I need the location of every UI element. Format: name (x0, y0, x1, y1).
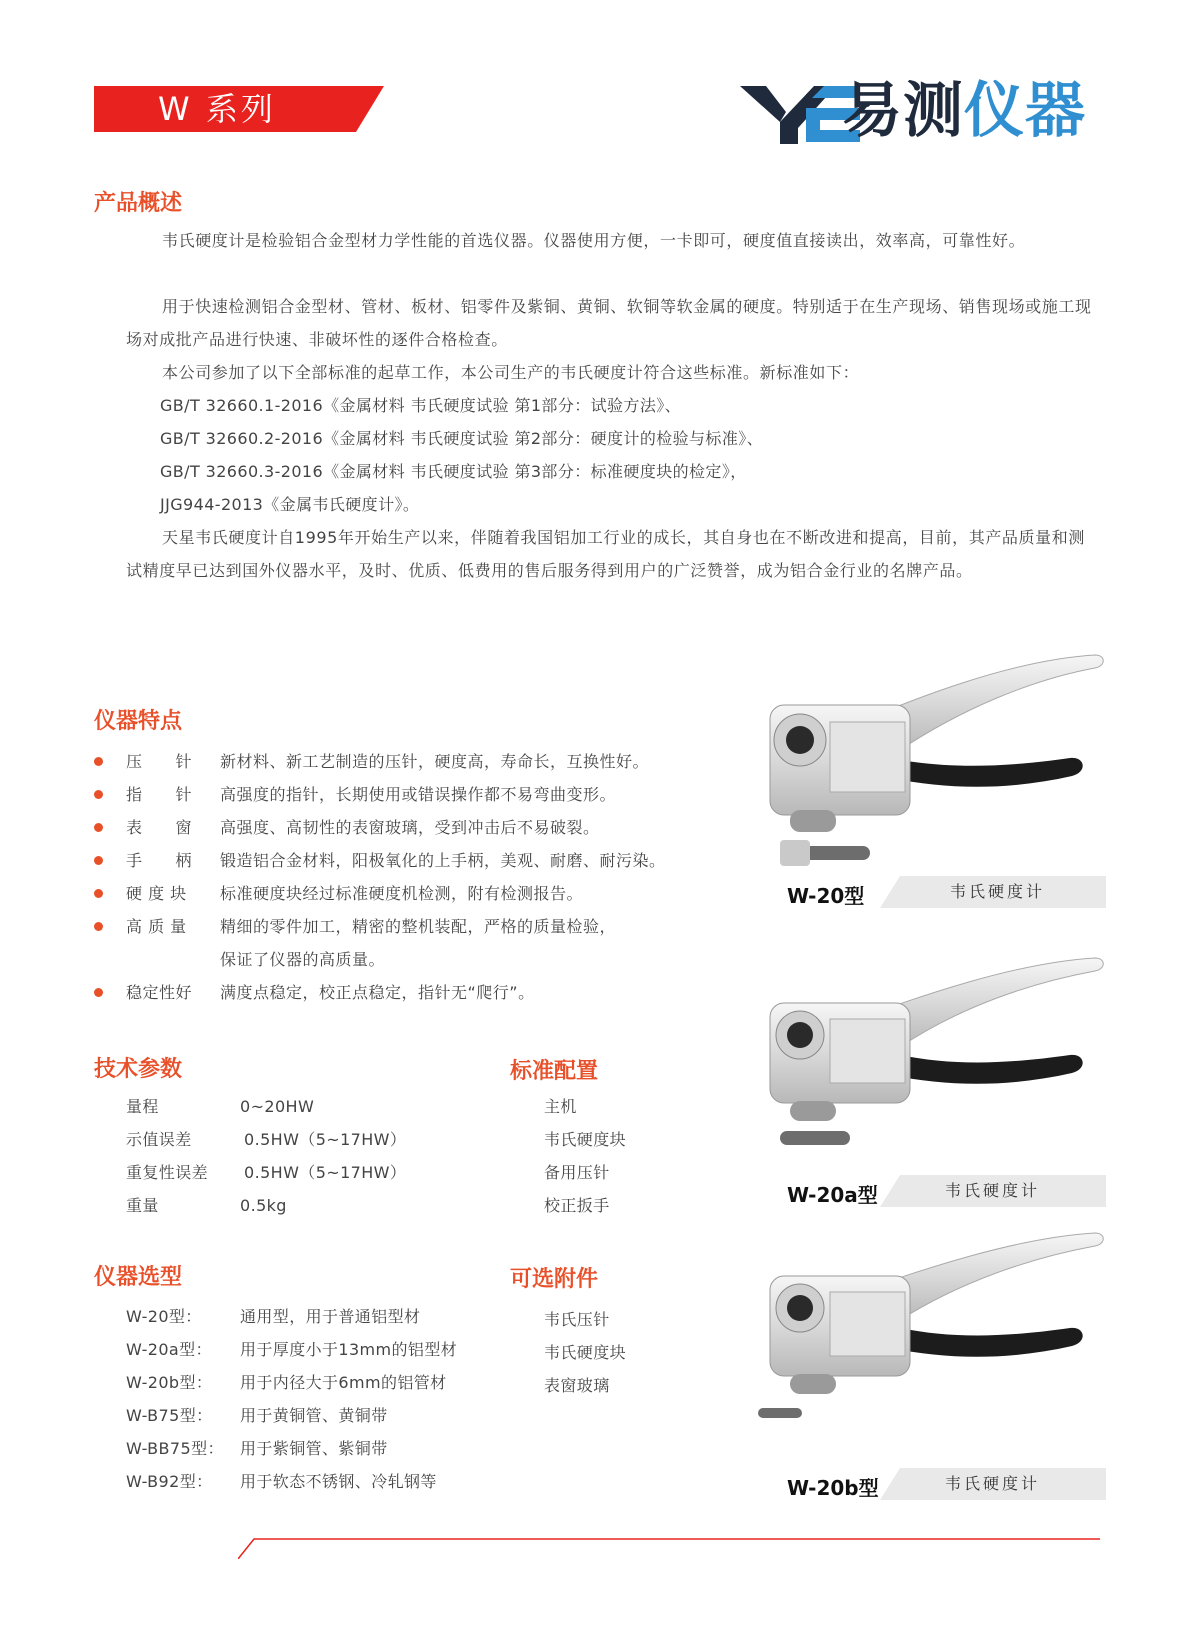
tech-title: 技术参数 (94, 1057, 183, 1082)
hardness-tester-w20b-image (750, 1230, 1110, 1440)
hardness-tester-w20a-image (750, 955, 1110, 1170)
hardness-tester-w20-image (750, 650, 1110, 890)
bullet-icon (94, 856, 103, 865)
model-key: W-20型： (126, 1307, 202, 1326)
bullet-icon (94, 922, 103, 931)
standard-config-title: 标准配置 (510, 1059, 599, 1084)
tech-value: 0~20HW (240, 1097, 315, 1116)
tech-key: 示值误差 (126, 1130, 192, 1149)
brand-logo-text (842, 78, 1086, 144)
standard-line: GB/T 32660.1-2016《金属材料 韦氏硬度试验 第1部分：试验方法》、 (160, 396, 682, 415)
product-model-label: W-20型 (787, 884, 865, 908)
config-item: 校正扳手 (544, 1196, 610, 1215)
config-item: 主机 (544, 1097, 577, 1116)
overview-paragraph-4: 天星韦氏硬度计自1995年开始生产以来，伴随着我国铝加工行业的成长，其自身也在不断改进和提高，目前，其产品质量和测试精度早已达到国外仪器水平，及时、优质、低费用的售后服务得到用户的广泛赞誉，成为铝合金行业的名牌产品。 (126, 528, 1085, 580)
tech-value: 0.5HW（5~17HW） (244, 1163, 407, 1182)
accessories-title: 可选附件 (510, 1267, 599, 1292)
product-model-label: W-20a型 (787, 1183, 878, 1207)
config-item: 备用压针 (544, 1163, 610, 1182)
tech-value: 0.5kg (240, 1196, 287, 1215)
tech-key: 重复性误差 (126, 1163, 209, 1182)
model-key: W-BB75型： (126, 1439, 224, 1458)
bullet-icon (94, 790, 103, 799)
logo-text-b: 仪器 (964, 76, 1086, 146)
config-item: 韦氏硬度块 (544, 1130, 627, 1149)
model-key: W-20a型： (126, 1340, 212, 1359)
model-value: 用于黄铜管、黄铜带 (240, 1406, 388, 1425)
model-value: 用于厚度小于13mm的铝型材 (240, 1340, 458, 1359)
bullet-icon (94, 988, 103, 997)
bullet-icon (94, 823, 103, 832)
tech-value: 0.5HW（5~17HW） (244, 1130, 407, 1149)
bullet-icon (94, 889, 103, 898)
accessory-item: 韦氏压针 (544, 1310, 610, 1329)
footer-divider (238, 1537, 1100, 1559)
model-value: 用于内径大于6mm的铝管材 (240, 1373, 447, 1392)
overview-paragraph-1: 韦氏硬度计是检验铝合金型材力学性能的首选仪器。仪器使用方便，一卡即可，硬度值直接读出，效率高，可靠性好。 (162, 231, 1026, 250)
product-name-label: 韦氏硬度计 (945, 1181, 1041, 1200)
models-title: 仪器选型 (94, 1265, 183, 1290)
model-value: 用于软态不锈钢、冷轧钢等 (240, 1472, 437, 1491)
model-key: W-B75型： (126, 1406, 213, 1425)
model-value: 通用型，用于普通铝型材 (240, 1307, 421, 1326)
logo-text-a: 易测 (842, 76, 964, 146)
overview-paragraph-2: 用于快速检测铝合金型材、管材、板材、铝零件及紫铜、黄铜、软铜等软金属的硬度。特别适于在生产现场、销售现场或施工现场对成批产品进行快速、非破坏性的逐件合格检查。 (126, 297, 1092, 349)
standard-line: GB/T 32660.2-2016《金属材料 韦氏硬度试验 第2部分：硬度计的检验与标准》、 (160, 429, 764, 448)
product-model-label: W-20b型 (787, 1476, 879, 1500)
features-title: 仪器特点 (94, 709, 183, 734)
product-name-label: 韦氏硬度计 (945, 1474, 1041, 1493)
accessory-item: 韦氏硬度块 (544, 1343, 627, 1362)
bullet-icon (94, 757, 103, 766)
product-name-label: 韦氏硬度计 (950, 882, 1046, 901)
overview-paragraph-3: 本公司参加了以下全部标准的起草工作，本公司生产的韦氏硬度计符合这些标准。新标准如下： (162, 363, 860, 382)
series-title: W 系列 (158, 90, 276, 128)
standard-line: JJG944-2013《金属韦氏硬度计》。 (160, 495, 420, 514)
tech-key: 量程 (126, 1097, 159, 1116)
standard-line: GB/T 32660.3-2016《金属材料 韦氏硬度试验 第3部分：标准硬度块的检定》， (160, 462, 747, 481)
overview-title: 产品概述 (94, 191, 183, 216)
model-value: 用于紫铜管、紫铜带 (240, 1439, 388, 1458)
model-key: W-B92型： (126, 1472, 213, 1491)
accessory-item: 表窗玻璃 (544, 1376, 610, 1395)
model-key: W-20b型： (126, 1373, 213, 1392)
tech-key: 重量 (126, 1196, 159, 1215)
